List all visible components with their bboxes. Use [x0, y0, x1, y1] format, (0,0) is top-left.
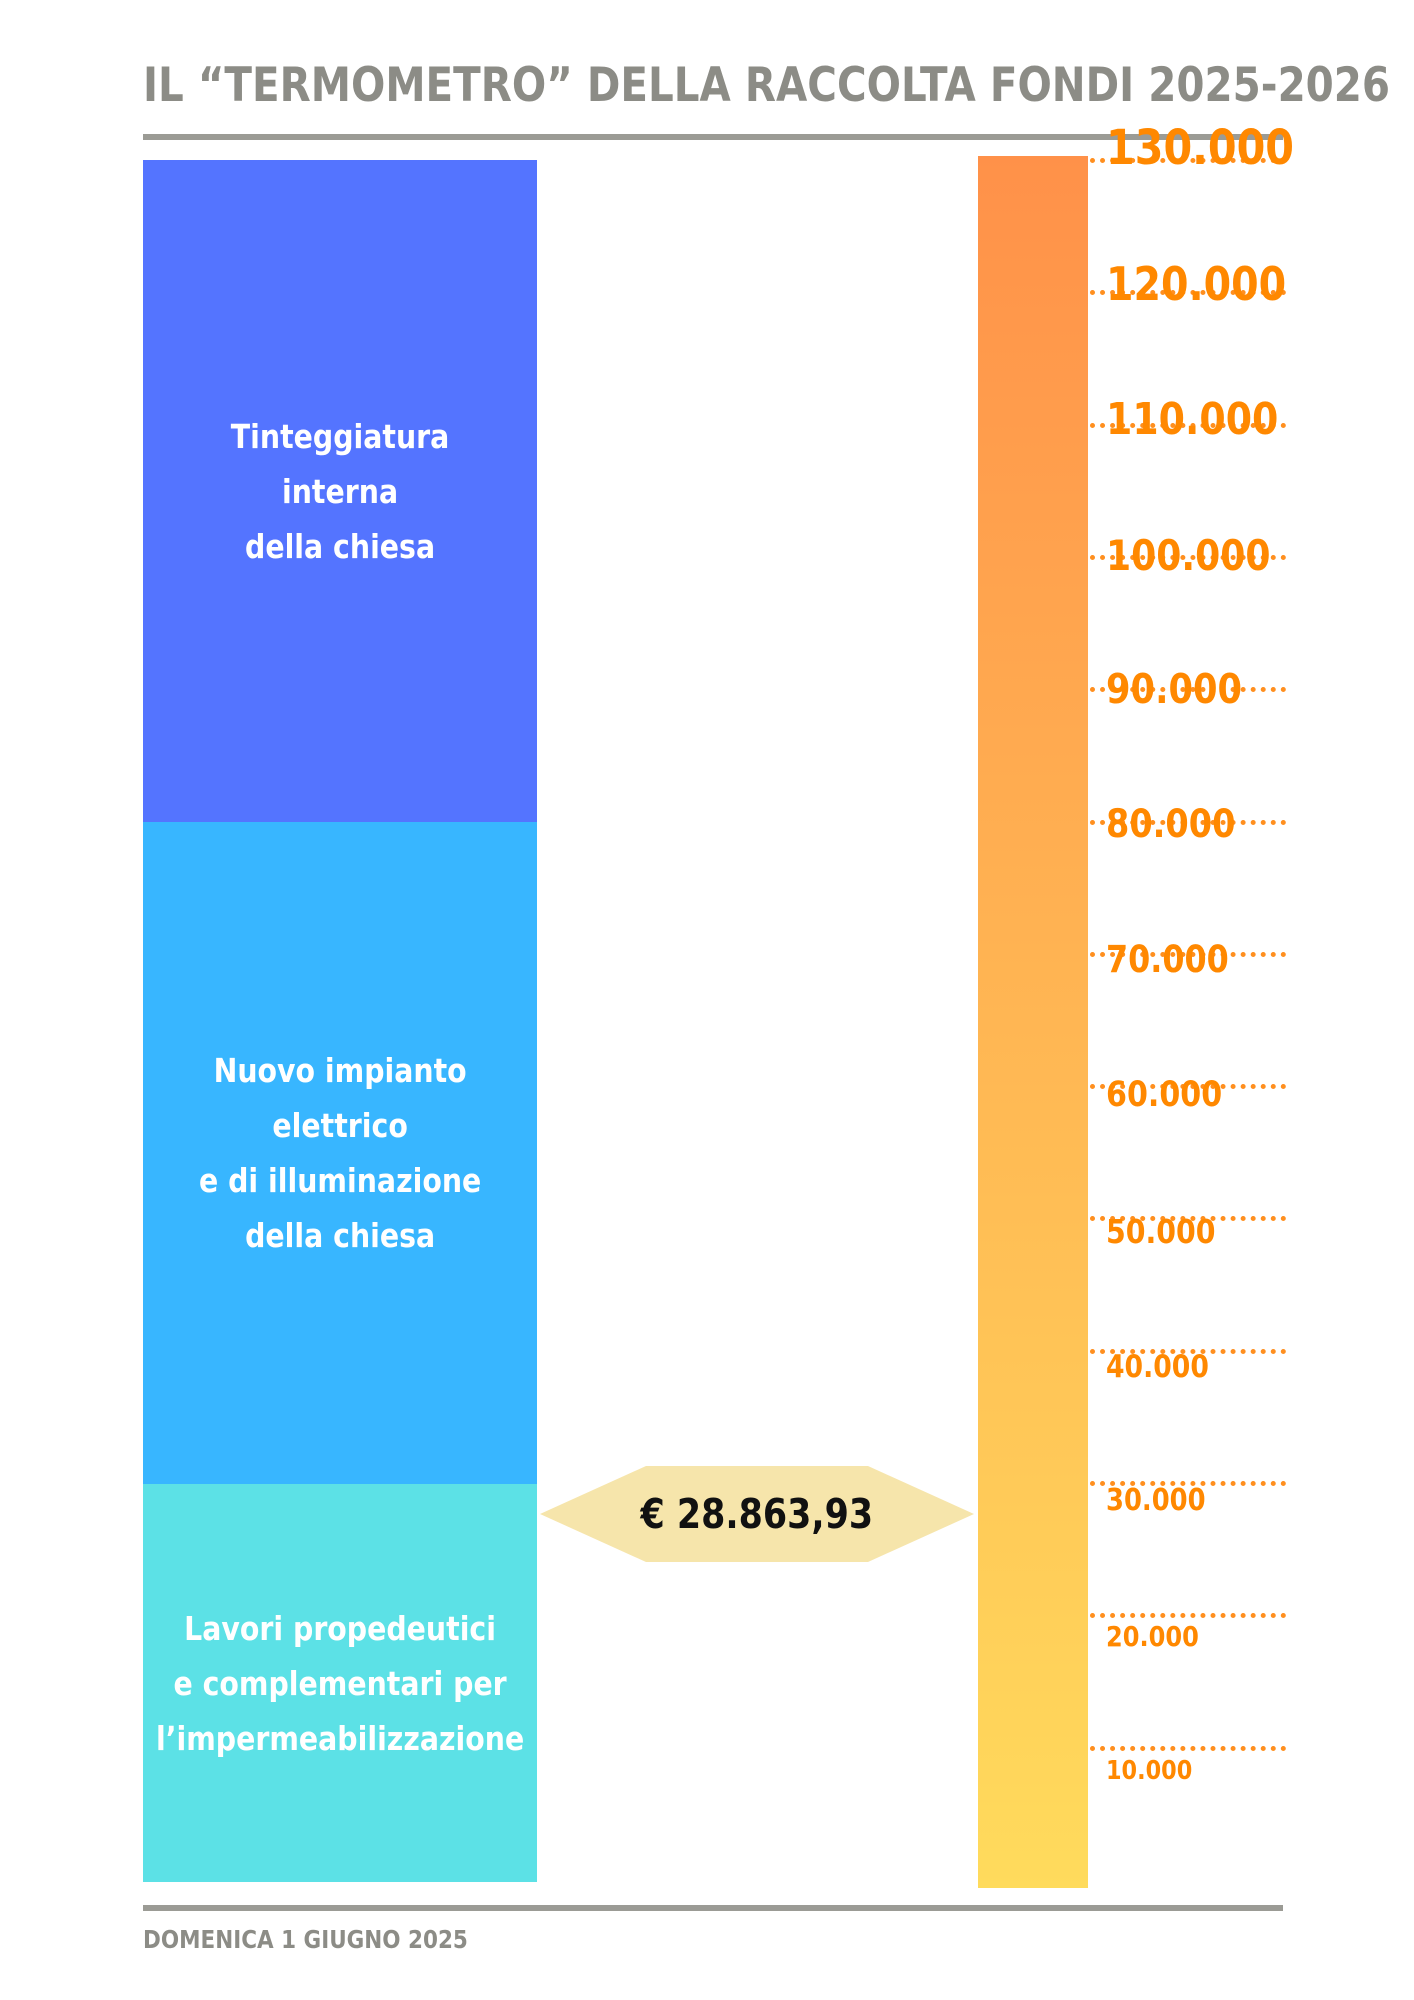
scale-tick-label: 70.000 [1106, 938, 1229, 982]
scale-tick-label: 30.000 [1106, 1483, 1206, 1518]
page-title: IL “TERMOMETRO” DELLA RACCOLTA FONDI 2025-2026 [143, 58, 1391, 113]
scale-tick-label: 80.000 [1106, 801, 1236, 847]
scale-tick-label: 50.000 [1106, 1211, 1216, 1251]
scale-tick-label: 110.000 [1106, 393, 1279, 445]
project-block-electrical [143, 822, 537, 1484]
project-label-electrical: Nuovo impianto elettrico e di illuminazione della chiesa [198, 1051, 482, 1255]
current-total-pointer [540, 1466, 974, 1562]
bottom-rule [143, 1905, 1283, 1911]
scale-tick-label: 60.000 [1106, 1075, 1223, 1116]
scale-tick-label: 20.000 [1106, 1619, 1199, 1653]
scale-tick-label: 130.000 [1106, 120, 1295, 177]
scale-tick-label: 90.000 [1106, 665, 1243, 713]
footer-date: DOMENICA 1 GIUGNO 2025 [143, 1925, 468, 1954]
project-block-painting [143, 160, 537, 822]
scale-tick-label: 40.000 [1106, 1348, 1209, 1385]
scale-tick-label: 120.000 [1106, 257, 1287, 312]
project-block-waterproofing [143, 1484, 537, 1882]
scale-tick-line [1090, 1746, 1286, 1751]
scale-tick-label: 10.000 [1106, 1756, 1193, 1787]
scale-tick-label: 100.000 [1106, 530, 1271, 580]
thermometer-bar [978, 156, 1088, 1888]
project-label-painting: Tinteggiatura interna della chiesa [230, 416, 450, 566]
current-total-value: € 28.863,93 [640, 1490, 874, 1538]
project-label-waterproofing: Lavori propedeutici e complementari per l’impermeabilizzazione [155, 1608, 525, 1758]
scale-tick-line [1090, 1613, 1286, 1618]
